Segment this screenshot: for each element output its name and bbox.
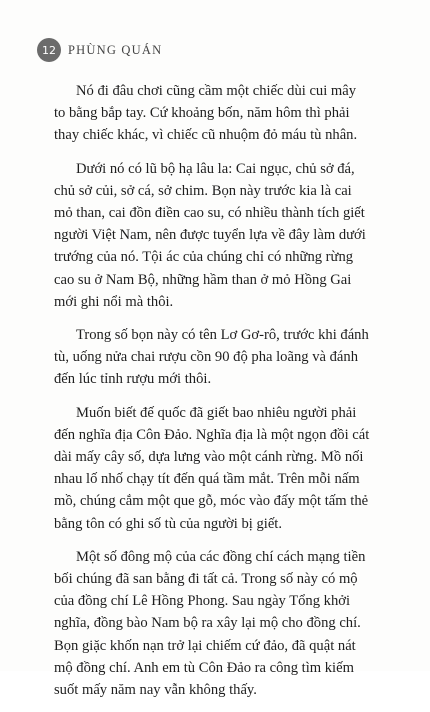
text-line: trướng của nó. Tội ác của chúng chỉ có những rừng	[54, 249, 354, 266]
paragraph-5	[54, 546, 396, 701]
paragraph-4	[54, 402, 396, 535]
text-line: Bọn giặc khốn nạn trở lại chiếm cứ đảo, đã quật nát	[54, 637, 356, 654]
text-line: Một số đông mộ của các đồng chí cách mạng tiền	[76, 548, 366, 565]
text-line: to bằng bắp tay. Cứ khoảng bốn, năm hôm thì phải	[54, 105, 350, 122]
page-number-badge: 12	[37, 38, 61, 62]
text-line: mồ, chúng cắm một que gỗ, móc vào đấy một tấm thẻ	[54, 493, 369, 510]
body-text	[54, 80, 396, 712]
text-line: đến lúc tỉnh rượu mới thôi.	[54, 371, 212, 388]
text-line: thay chiếc khác, vì chiếc cũ nhuộm đỏ máu tù nhân.	[54, 127, 358, 144]
text-line: Dưới nó có lũ bộ hạ lâu la: Cai ngục, chủ sở đá,	[76, 160, 355, 177]
text-line: cao su ở Nam Bộ, những hầm than ở mỏ Hồng Gai	[54, 271, 352, 288]
text-line: mới ghi nổi mà thôi.	[54, 293, 174, 310]
paragraph-2	[54, 158, 396, 313]
text-line: Nó đi đâu chơi cũng cầm một chiếc dùi cui mây	[76, 83, 357, 99]
text-line: mỏ than, cai đồn điền cao su, có nhiều thành tích giết	[54, 205, 365, 222]
running-header	[37, 38, 162, 62]
text-line: tù, uống nửa chai rượu cồn 90 độ pha loãng và đánh	[54, 349, 358, 366]
text-line: chủ sở củi, sở cá, sở chim. Bọn này trước kia là cai	[54, 182, 352, 199]
text-line: Trong số bọn này có tên Lơ Gơ-rô, trước khi đánh	[76, 327, 369, 344]
paragraph-1	[54, 80, 396, 147]
text-line: người Việt Nam, nên được tuyển lựa về đây làm dưới	[54, 227, 366, 244]
text-line: nhau lố nhố chạy tít đến quá tầm mắt. Trên mỗi nấm	[54, 471, 360, 488]
text-line: dài mấy cây số, dựa lưng vào một cánh rừng. Mồ nối	[54, 449, 364, 466]
text-line: bối chúng đã san bằng đi tất cả. Trong số này có mộ	[54, 571, 358, 588]
text-line: bằng tôn có ghi số tù của người bị giết.	[54, 515, 283, 532]
text-line: Muốn biết đế quốc đã giết bao nhiêu người phải	[76, 404, 357, 421]
author-running-title: PHÙNG QUÁN	[68, 42, 163, 57]
paragraph-3	[54, 324, 396, 391]
text-line: của đồng chí Lê Hồng Phong. Sau ngày Tổng khởi	[54, 593, 351, 610]
text-line: suốt mấy năm nay vẫn không thấy.	[54, 682, 257, 699]
text-line: nghĩa, đồng bào Nam bộ ra xây lại mộ cho đồng chí.	[54, 615, 361, 632]
text-line: đến nghĩa địa Côn Đảo. Nghĩa địa là một ngọn đồi cát	[54, 426, 370, 443]
text-line: mộ đồng chí. Anh em tù Côn Đảo ra công tìm kiếm	[54, 659, 354, 676]
